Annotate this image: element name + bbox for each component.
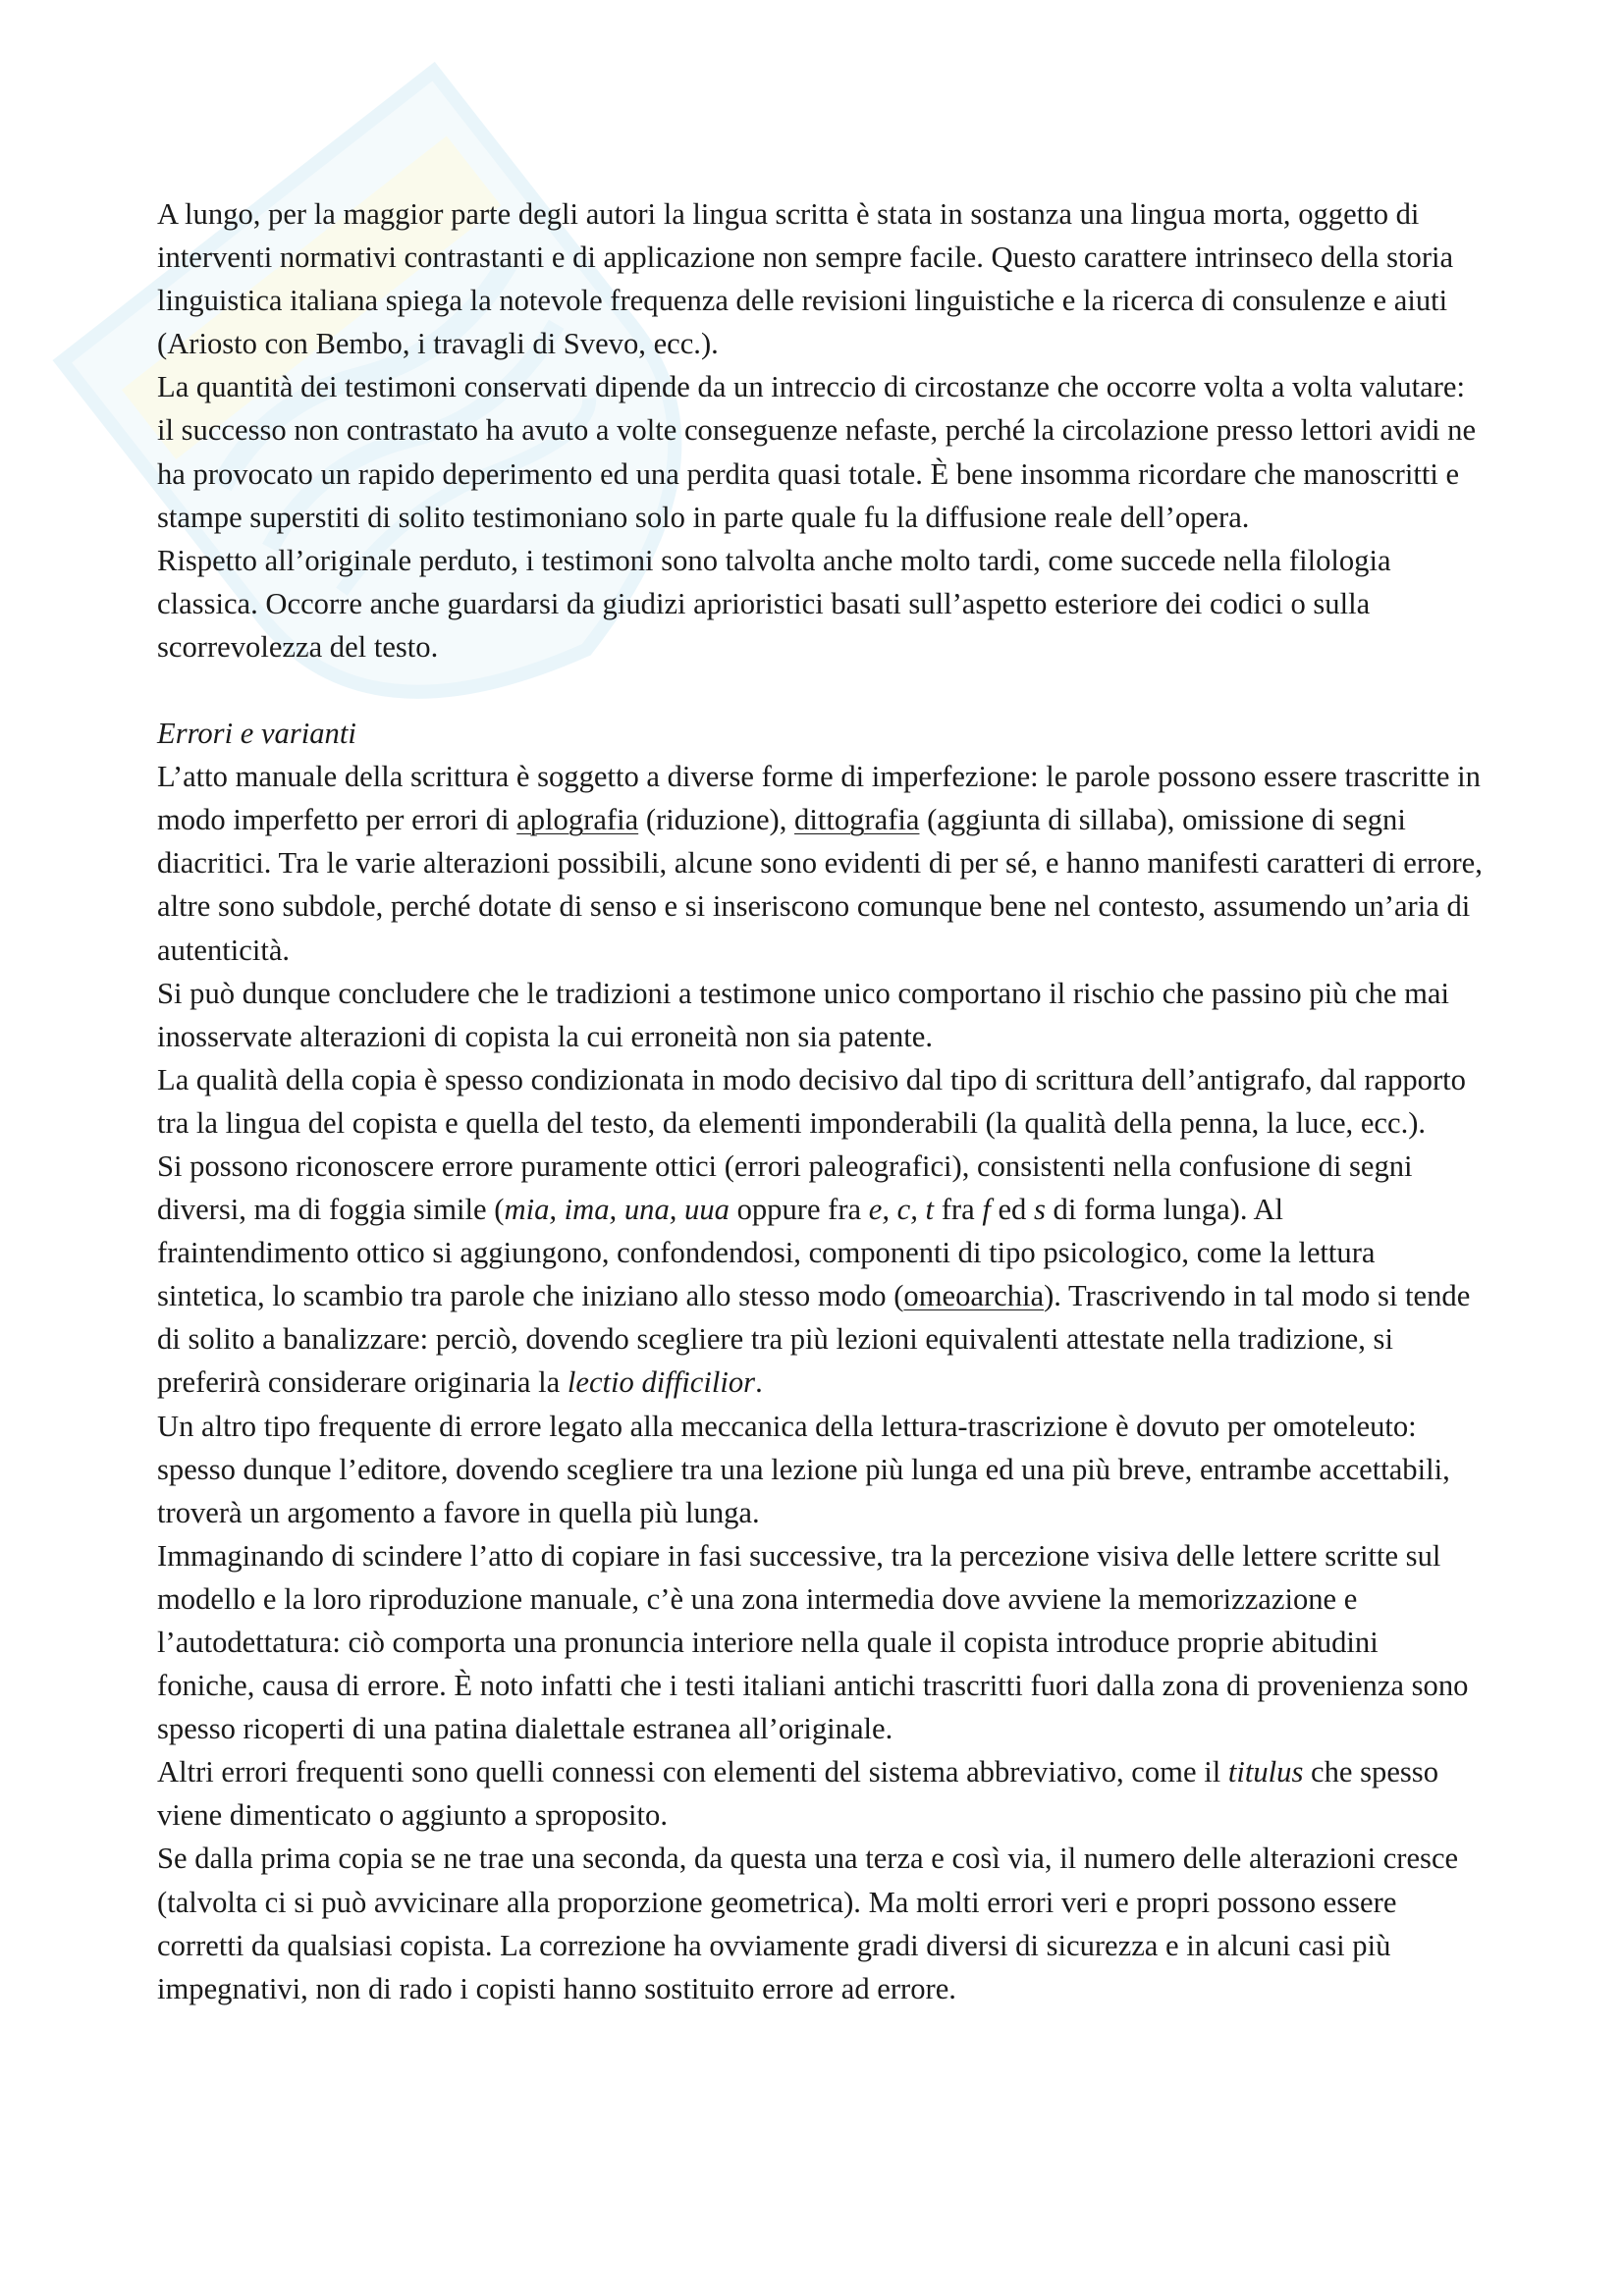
paragraph-8: Un altro tipo frequente di errore legato alla meccanica della lettura-trascrizione è dovuto per omoteleuto: spesso dunque l’editore, dovendo scegliere tra una lezione più lunga ed una più breve, entrambe accettabili, troverà un argomento a favore in quella più lunga. xyxy=(157,1409,1450,1529)
paragraph-4-text-c: (aggiunta di sillaba), omissione di segni diacritici. Tra le varie alterazioni possibili, alcune sono evidenti di per sé, e hanno manifesti caratteri di errore, altre sono subdole, perché dotate di senso e si inseriscono comunque bene nel contesto, assumendo un’aria di autenticità. xyxy=(157,803,1483,967)
document-body xyxy=(157,192,1483,2010)
paragraph-7-text-b: oppure fra xyxy=(729,1193,869,1227)
paragraph-4-text-a: L’atto manuale della scrittura è soggetto a diverse forme di imperfezione: le parole possono essere trascritte in modo imperfetto per errori di xyxy=(157,760,1481,837)
paragraph-3: Rispetto all’originale perduto, i testimoni sono talvolta anche molto tardi, come succede nella filologia classica. Occorre anche guardarsi da giudizi aprioristici basati sull’aspetto esteriore dei codici o sulla scorrevolezza del testo. xyxy=(157,543,1391,664)
section-heading: Errori e varianti xyxy=(157,717,356,751)
paragraph-4-text-b: (riduzione), xyxy=(638,803,795,837)
term-aplografia: aplografia xyxy=(516,803,639,837)
paragraph-7-text-a: Si possono riconoscere errore puramente ottici (errori paleografici), consistenti nella confusione di segni diversi, ma di foggia simile ( xyxy=(157,1148,1413,1227)
term-omeoarchia: omeoarchia xyxy=(903,1279,1045,1313)
term-titulus: titulus xyxy=(1227,1755,1304,1789)
paragraph-10-text-a: Altri errori frequenti sono quelli connessi con elementi del sistema abbreviativo, come il xyxy=(157,1755,1228,1789)
term-dittografia: dittografia xyxy=(794,803,920,837)
example-letters: e, c, t xyxy=(868,1193,935,1227)
paragraph-7 xyxy=(157,1145,1483,1405)
example-words: mia, ima, una, uua xyxy=(504,1193,730,1227)
term-lectio-difficilior: lectio difficilior xyxy=(567,1365,756,1400)
example-letter-s: s xyxy=(1034,1193,1046,1227)
paragraph-2: La quantità dei testimoni conservati dipende da un intreccio di circostanze che occorre volta a volta valutare: il successo non contrastato ha avuto a volte conseguenze nefaste, perché la circolazione presso lettori avidi ne ha provocato un rapido deperimento ed una perdita quasi totale. È bene insomma ricordare che manoscritti e stampe superstiti di solito testimoniano solo in parte quale fu la diffusione reale dell’opera. xyxy=(157,370,1477,534)
paragraph-7-text-e: di forma lunga). Al fraintendimento ottico si aggiungono, confondendosi, componenti di tipo psicologico, come la lettura sintetica, lo scambio tra parole che iniziano allo stesso modo ( xyxy=(157,1193,1376,1313)
paragraph-7-text-f: ). Trascrivendo in tal modo si tende di solito a banalizzare: perciò, dovendo scegliere tra più lezioni equivalenti attestate nella tradizione, si preferirà considerare originaria la xyxy=(157,1279,1471,1400)
paragraph-7-text-c: fra xyxy=(934,1193,983,1227)
paragraph-10-text-b: che spesso viene dimenticato o aggiunto a sproposito. xyxy=(157,1755,1439,1833)
paragraph-gap xyxy=(157,668,1483,712)
example-letter-f: f xyxy=(982,1193,991,1227)
paragraph-1: A lungo, per la maggior parte degli autori la lingua scritta è stata in sostanza una lingua morta, oggetto di interventi normativi contrastanti e di applicazione non sempre facile. Questo carattere intrinseco della storia linguistica italiana spiega la notevole frequenza delle revisioni linguistiche e la ricerca di consulenze e aiuti (Ariosto con Bembo, i travagli di Svevo, ecc.). xyxy=(157,197,1454,361)
paragraph-10 xyxy=(157,1750,1483,1837)
paragraph-9: Immaginando di scindere l’atto di copiare in fasi successive, tra la percezione visiva delle lettere scritte sul modello e la loro riproduzione manuale, c’è una zona intermedia dove avviene la memorizzazione e l’autodettatura: ciò comporta una pronuncia interiore nella quale il copista introduce proprie abitudini foniche, causa di errore. È noto infatti che i testi italiani antichi trascritti fuori dalla zona di provenienza sono spesso ricoperti di una patina dialettale estranea all’originale. xyxy=(157,1538,1469,1746)
paragraph-11: Se dalla prima copia se ne trae una seconda, da questa una terza e così via, il numero delle alterazioni cresce (talvolta ci si può avvicinare alla proporzione geometrica). Ma molti errori veri e propri possono essere corretti da qualsiasi copista. La correzione ha ovviamente gradi diversi di sicurezza e in alcuni casi più impegnativi, non di rado i copisti hanno sostituito errore ad errore. xyxy=(157,1842,1459,2005)
paragraph-4 xyxy=(157,755,1483,971)
paragraph-7-text-g: . xyxy=(755,1365,763,1400)
paragraph-5: Si può dunque concludere che le tradizioni a testimone unico comportano il rischio che passino più che mai inosservate alterazioni di copista la cui erroneità non sia patente. xyxy=(157,976,1450,1053)
paragraph-7-text-d: ed xyxy=(990,1193,1034,1227)
paragraph-6: La qualità della copia è spesso condizionata in modo decisivo dal tipo di scrittura dell’antigrafo, dal rapporto tra la lingua del copista e quella del testo, da elementi imponderabili (la qualità della penna, la luce, ecc.). xyxy=(157,1062,1466,1140)
